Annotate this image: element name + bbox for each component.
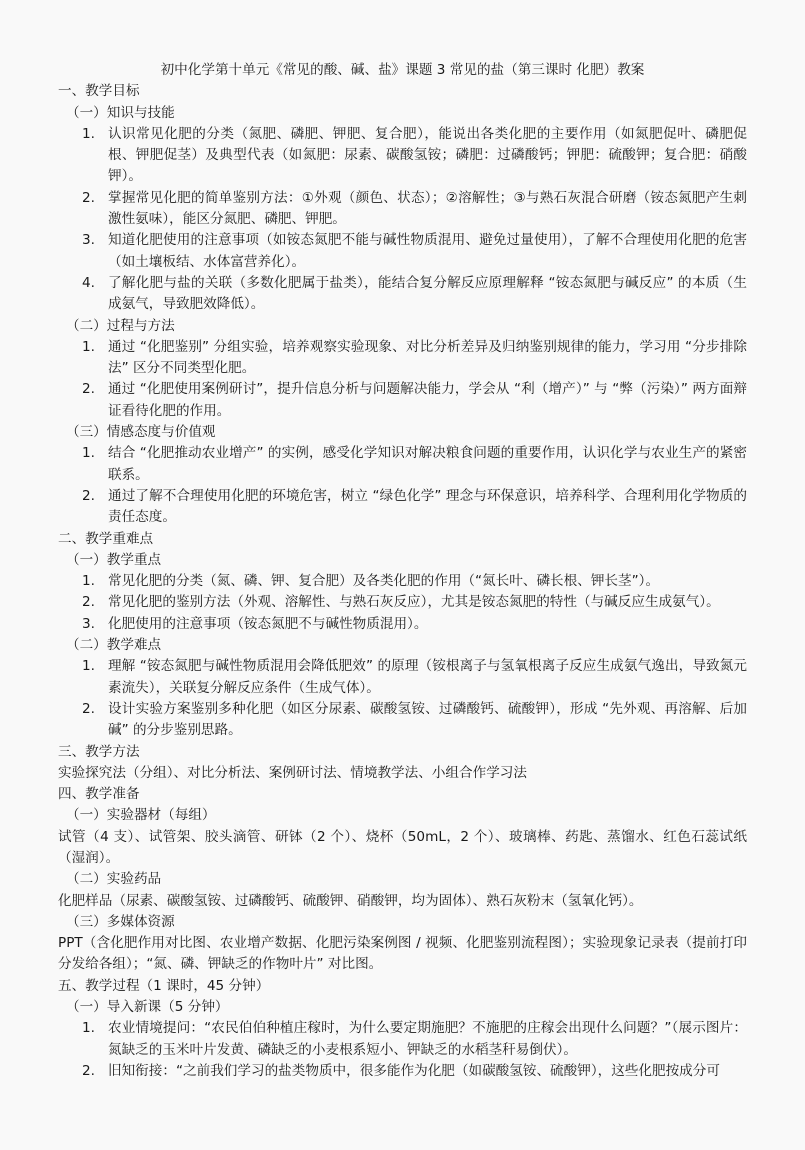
item-text: 结合 “化肥推动农业增产” 的实例，感受化学知识对解决粮食问题的重要作用，认识化学与农业生产的紧密联系。 <box>108 445 747 483</box>
section-heading: 一、教学目标 <box>58 83 140 100</box>
item-number: 1. <box>82 445 95 462</box>
numbered-list <box>58 656 747 741</box>
item-number: 2. <box>82 189 95 206</box>
item-number: 2. <box>82 1062 95 1079</box>
section-heading: 四、教学准备 <box>58 786 140 803</box>
item-number: 2. <box>82 594 95 611</box>
subsection-heading: （三）情感态度与价值观 <box>66 424 216 441</box>
subsection-heading: （二）实验药品 <box>66 871 162 888</box>
paragraph: 实验探究法（分组）、对比分析法、案例研讨法、情境教学法、小组合作学习法 <box>58 764 527 781</box>
list-item <box>58 273 747 316</box>
item-number: 1. <box>82 573 95 590</box>
document-title: 初中化学第十单元《常见的酸、碱、盐》课题 3 常见的盐（第三课时 化肥）教案 <box>160 62 645 78</box>
item-text: 了解化肥与盐的关联（多数化肥属于盐类），能结合复分解反应原理解释 “铵态氮肥与碱反应” 的本质（生成氨气，导致肥效降低）。 <box>108 274 747 313</box>
list-item <box>58 1018 747 1061</box>
paragraph: PPT（含化肥作用对比图、农业增产数据、化肥污染案例图 / 视频、化肥鉴别流程图）；实验现象记录表（提前打印分发给各组）；“氮、磷、钾缺乏的作物叶片” 对比图。 <box>58 935 747 973</box>
paragraph: 化肥样品（尿素、碳酸氢铵、过磷酸钙、硫酸钾、硝酸钾，均为固体）、熟石灰粉末（氢氧化钙）。 <box>58 892 643 909</box>
numbered-list <box>58 571 747 635</box>
item-number: 1. <box>82 125 95 142</box>
numbered-list <box>58 1018 747 1082</box>
list-item <box>58 571 747 592</box>
section-heading: 二、教学重难点 <box>58 530 154 547</box>
list-item <box>58 1061 747 1082</box>
subsection-heading: （一）知识与技能 <box>66 104 175 121</box>
item-number: 4. <box>82 274 95 291</box>
item-text: 理解 “铵态氮肥与碱性物质混用会降低肥效” 的原理（铵根离子与氢氧根离子反应生成氨气逸出，导致氮元素流失），关联复分解反应条件（生成气体）。 <box>108 658 747 696</box>
item-text: 常见化肥的鉴别方法（外观、溶解性、与熟石灰反应），尤其是铵态氮肥的特性（与碱反应生成氨气）。 <box>108 594 720 611</box>
paragraph: 试管（4 支）、试管架、胶头滴管、研钵（2 个）、烧杯（50mL，2 个）、玻璃棒、药匙、蒸馏水、红色石蕊试纸（湿润）。 <box>58 828 747 866</box>
subsection-heading: （一）导入新课（5 分钟） <box>66 999 229 1016</box>
numbered-list <box>58 337 747 422</box>
section-heading: 五、教学过程（1 课时，45 分钟） <box>58 977 270 994</box>
item-text: 通过 “化肥鉴别” 分组实验，培养观察实验现象、对比分析差异及归纳鉴别规律的能力，学习用 “分步排除法” 区分不同类型化肥。 <box>108 338 747 377</box>
list-item <box>58 337 747 380</box>
item-number: 3. <box>82 615 95 632</box>
item-number: 2. <box>82 381 95 398</box>
item-text: 常见化肥的分类（氮、磷、钾、复合肥）及各类化肥的作用（“氮长叶、磷长根、钾长茎”）。 <box>108 573 660 590</box>
list-item <box>58 656 747 699</box>
subsection-heading: （一）实验器材（每组） <box>66 807 216 824</box>
list-item <box>58 188 747 231</box>
list-item <box>58 699 747 742</box>
list-item <box>58 486 747 529</box>
item-text: 农业情境提问：“农民伯伯种植庄稼时，为什么要定期施肥？不施肥的庄稼会出现什么问题？”（展示图片：氮缺乏的玉米叶片发黄、磷缺乏的小麦根系短小、钾缺乏的水稻茎秆易倒伏）。 <box>108 1020 747 1058</box>
item-text: 掌握常见化肥的简单鉴别方法：①外观（颜色、状态）；②溶解性；③与熟石灰混合研磨（铵态氮肥产生刺激性氨味），能区分氮肥、磷肥、钾肥。 <box>108 189 747 228</box>
subsection-heading: （二）教学难点 <box>66 637 162 654</box>
subsection-heading: （二）过程与方法 <box>66 317 175 334</box>
item-number: 2. <box>82 700 95 717</box>
item-number: 1. <box>82 338 95 355</box>
list-item <box>58 614 747 635</box>
numbered-list <box>58 443 747 528</box>
list-item <box>58 124 747 188</box>
item-number: 2. <box>82 487 95 504</box>
list-item <box>58 443 747 486</box>
subsection-heading: （三）多媒体资源 <box>66 913 175 930</box>
item-text: 知道化肥使用的注意事项（如铵态氮肥不能与碱性物质混用、避免过量使用），了解不合理使用化肥的危害（如土壤板结、水体富营养化）。 <box>108 232 747 270</box>
item-text: 化肥使用的注意事项（铵态氮肥不与碱性物质混用）。 <box>108 615 428 632</box>
section-heading: 三、教学方法 <box>58 743 140 760</box>
item-number: 1. <box>82 658 95 675</box>
list-item <box>58 379 747 422</box>
item-text: 设计实验方案鉴别多种化肥（如区分尿素、碳酸氢铵、过磷酸钙、硫酸钾），形成 “先外观、再溶解、后加碱” 的分步鉴别思路。 <box>108 700 747 739</box>
item-number: 3. <box>82 232 95 249</box>
item-text: 旧知衔接：“之前我们学习的盐类物质中，很多能作为化肥（如碳酸氢铵、硫酸钾），这些化肥按成分可 <box>108 1062 720 1079</box>
item-text: 通过了解不合理使用化肥的环境危害，树立 “绿色化学” 理念与环保意识，培养科学、合理利用化学物质的责任态度。 <box>108 487 747 526</box>
numbered-list <box>58 124 747 316</box>
item-number: 1. <box>82 1020 95 1037</box>
item-text: 认识常见化肥的分类（氮肥、磷肥、钾肥、复合肥），能说出各类化肥的主要作用（如氮肥促叶、磷肥促根、钾肥促茎）及典型代表（如氮肥：尿素、碳酸氢铵；磷肥：过磷酸钙；钾肥：硫酸钾；复合肥：硝酸钾）。 <box>108 125 747 185</box>
list-item <box>58 592 747 613</box>
subsection-heading: （一）教学重点 <box>66 551 162 568</box>
item-text: 通过 “化肥使用案例研讨”，提升信息分析与问题解决能力，学会从 “利（增产）” 与 “弊（污染）” 两方面辩证看待化肥的作用。 <box>108 381 747 419</box>
list-item <box>58 230 747 273</box>
